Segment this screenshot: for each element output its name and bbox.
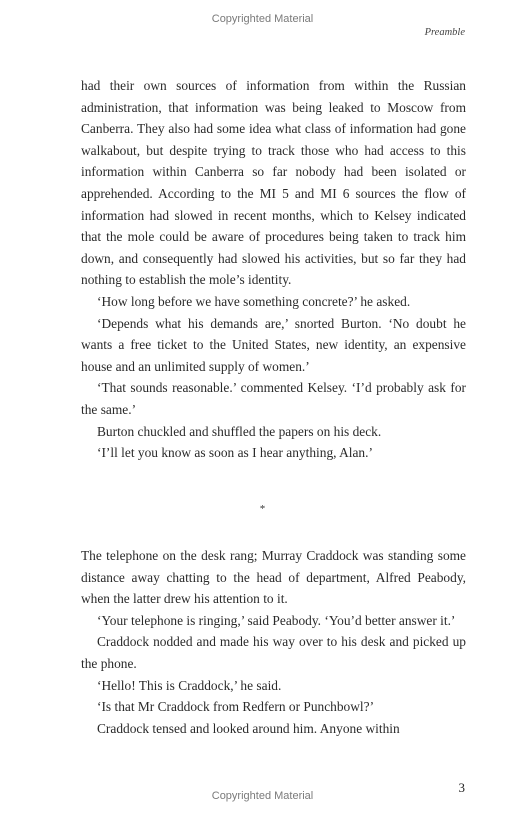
paragraph: ‘Your telephone is ringing,’ said Peabody. ‘You’d better answer it.’ — [97, 612, 456, 628]
paragraph: ‘That sounds reasonable.’ commented Kelsey. ‘I’d probably ask for the same.’ — [81, 380, 466, 417]
paragraph: ‘How long before we have something concrete?’ he asked. — [97, 293, 411, 309]
paragraph: Craddock tensed and looked around him. Anyone within — [97, 720, 400, 736]
text-block-1 — [81, 75, 466, 464]
copyright-watermark-top: Copyrighted Material — [211, 13, 314, 25]
running-head: Preamble — [424, 27, 465, 38]
paragraph: Burton chuckled and shuffled the papers on his deck. — [97, 423, 382, 439]
paragraph: ‘I’ll let you know as soon as I hear anything, Alan.’ — [97, 445, 373, 461]
paragraph: Craddock nodded and made his way over to his desk and picked up the phone. — [81, 634, 466, 671]
text-block-2 — [81, 545, 466, 739]
paragraph: ‘Depends what his demands are,’ snorted Burton. ‘No doubt he wants a free ticket to the United States, new identity, an expensive house and an unlimited supply of women.’ — [81, 315, 466, 374]
copyright-watermark-bottom: Copyrighted Material — [211, 790, 314, 802]
section-break-ornament: * — [259, 503, 266, 515]
paragraph: ‘Is that Mr Craddock from Redfern or Punchbowl?’ — [97, 699, 375, 715]
page-number: 3 — [458, 780, 465, 795]
paragraph: had their own sources of information from within the Russian administration, that information was being leaked to Moscow from Canberra. They also had some idea what class of information had gone walkabout, but despite trying to track those who had access to this information within Canberra so far nobody had been isolated or apprehended. According to the MI 5 and MI 6 sources the flow of information had slowed in recent months, which to Kelsey indicated that the mole could be aware of procedures being taken to track him down, and consequently had slowed his activities, but so far they had nothing to establish the mole’s identity. — [81, 78, 466, 288]
paragraph: The telephone on the desk rang; Murray Craddock was standing some distance away chatting to the head of department, Alfred Peabody, when the latter drew his attention to it. — [81, 548, 466, 607]
paragraph: ‘Hello! This is Craddock,’ he said. — [97, 677, 282, 693]
